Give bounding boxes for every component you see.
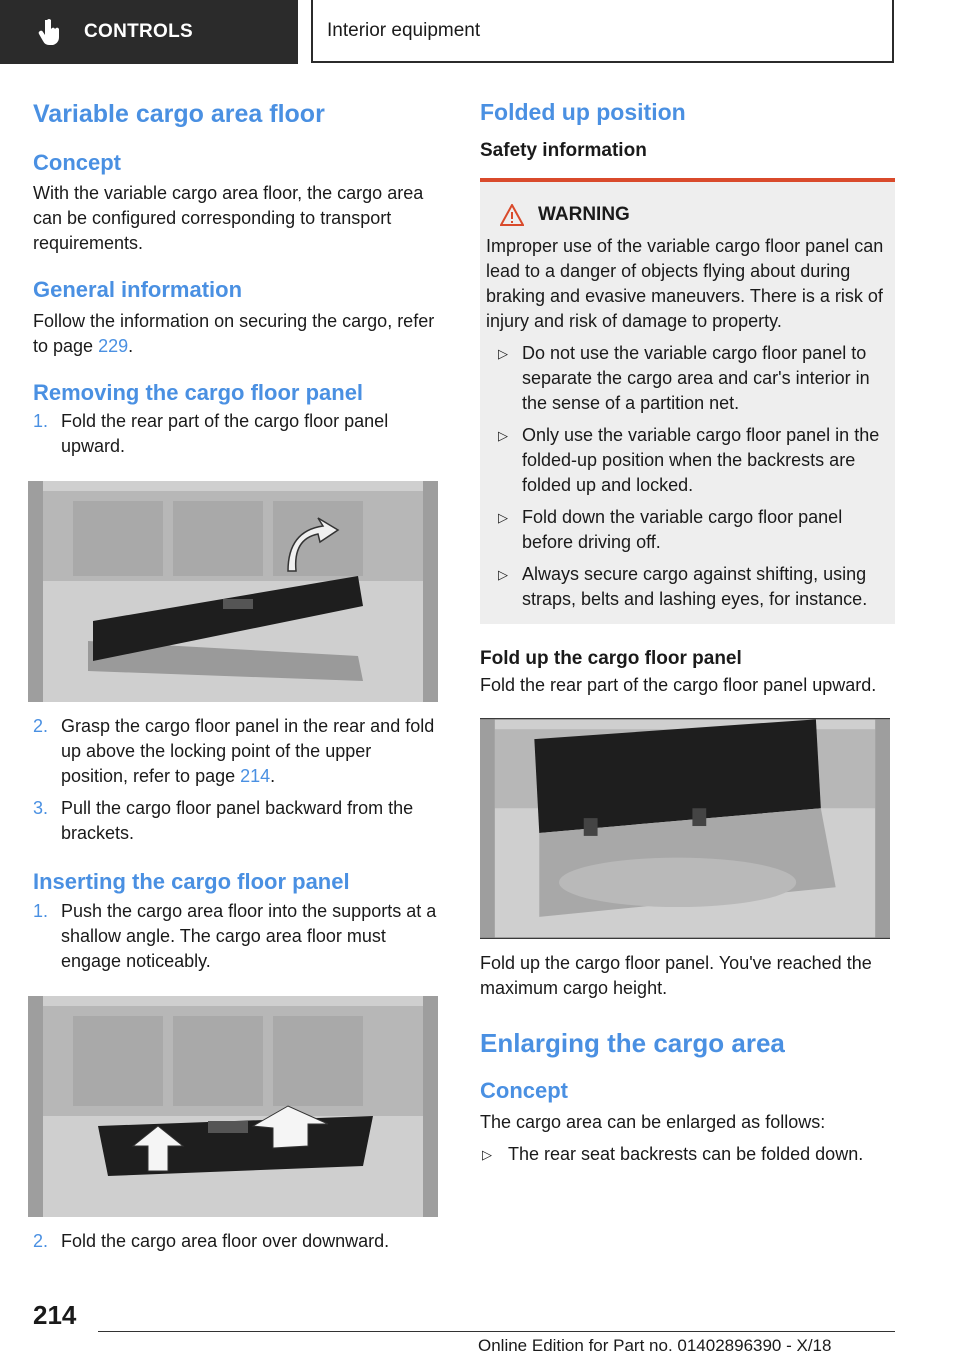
variable-floor-title: Variable cargo area floor [33, 100, 325, 128]
warning-bullets [486, 341, 889, 612]
removing-steps [33, 409, 443, 459]
warning-box [480, 178, 895, 624]
page-number: 214 [33, 1300, 77, 1330]
general-heading: General information [33, 277, 243, 303]
cargo-panel-upward-photo [28, 481, 443, 702]
enlarging-concept-heading: Concept [480, 1077, 568, 1103]
safety-heading: Safety information [480, 139, 647, 161]
bullet-triangle-icon: ▷ [498, 509, 508, 525]
list-item: 2. Grasp the cargo floor panel in the rear and fold up above the locking point of the upper position, refer to page 214. [33, 716, 435, 787]
concept-heading: Concept [33, 149, 121, 175]
page-link-229[interactable]: 229 [98, 335, 129, 356]
list-item: ▷ Only use the variable cargo floor panel in the folded-up position when the backrests are folded up and locked. [498, 424, 880, 495]
bullet-triangle-icon: ▷ [498, 427, 508, 443]
list-item: 3. Pull the cargo floor panel backward from the brackets. [33, 798, 414, 844]
inserting-heading: Inserting the cargo floor panel [33, 869, 350, 895]
list-item: ▷ Always secure cargo against shifting, using straps, belts and lashing eyes, for instance. [498, 563, 868, 609]
edition-footer: Online Edition for Part no. 01402896390 - X/18 [478, 1336, 832, 1355]
foldup-caption: Fold up the cargo floor panel. You've reached the maximum cargo height. [480, 953, 872, 999]
warning-triangle-icon [500, 204, 524, 226]
general-text: Follow the information on securing the cargo, refer to page 229. [33, 310, 435, 356]
list-item: ▷ Fold down the variable cargo floor panel before driving off. [498, 506, 843, 552]
removing-heading: Removing the cargo floor panel [33, 379, 364, 405]
hand-pointer-icon [38, 17, 64, 47]
chapter-header [311, 0, 894, 63]
warning-title [500, 204, 889, 226]
section-label: CONTROLS [84, 21, 194, 42]
inserting-steps-cont [33, 1229, 443, 1254]
bullet-triangle-icon: ▷ [498, 345, 508, 361]
removing-steps-cont [33, 714, 443, 846]
folded-up-title: Folded up position [480, 99, 686, 125]
warning-text: Improper use of the variable cargo floor panel can lead to a danger of objects flying about during braking and evasive maneuvers. There is a risk of injury and risk of damage to property. [486, 235, 884, 331]
right-column [480, 98, 895, 1167]
chapter-title: Interior equipment [327, 19, 481, 41]
list-item: 1. Fold the rear part of the cargo floor panel upward. [33, 411, 389, 457]
list-item: 2. Fold the cargo area floor over downward. [33, 1230, 390, 1251]
inserting-steps [33, 899, 443, 974]
cargo-folded-photo [480, 718, 895, 939]
footer-divider [98, 1331, 895, 1332]
page-link-214[interactable]: 214 [240, 766, 271, 787]
list-item: ▷ Do not use the variable cargo floor panel to separate the cargo area and car's interior in the sense of a partition net. [498, 342, 870, 413]
foldup-text: Fold the rear part of the cargo floor panel upward. [480, 675, 877, 696]
enlarging-bullets [480, 1142, 895, 1167]
bullet-triangle-icon: ▷ [498, 566, 508, 582]
section-tab[interactable] [0, 0, 298, 64]
list-item: ▷ The rear seat backrests can be folded down. [480, 1142, 895, 1167]
cargo-floor-insert-photo [28, 996, 443, 1217]
left-column [33, 98, 443, 1254]
bullet-triangle-icon: ▷ [482, 1146, 492, 1162]
foldup-heading: Fold up the cargo floor panel [480, 647, 742, 669]
enlarging-text: The cargo area can be enlarged as follows: [480, 1111, 826, 1132]
concept-text: With the variable cargo area floor, the cargo area can be configured corresponding to transport requirements. [33, 183, 424, 254]
list-item: 1. Push the cargo area floor into the supports at a shallow angle. The cargo area floor must engage noticeably. [33, 900, 437, 971]
warning-label: WARNING [538, 203, 630, 225]
enlarging-title: Enlarging the cargo area [480, 1028, 785, 1059]
